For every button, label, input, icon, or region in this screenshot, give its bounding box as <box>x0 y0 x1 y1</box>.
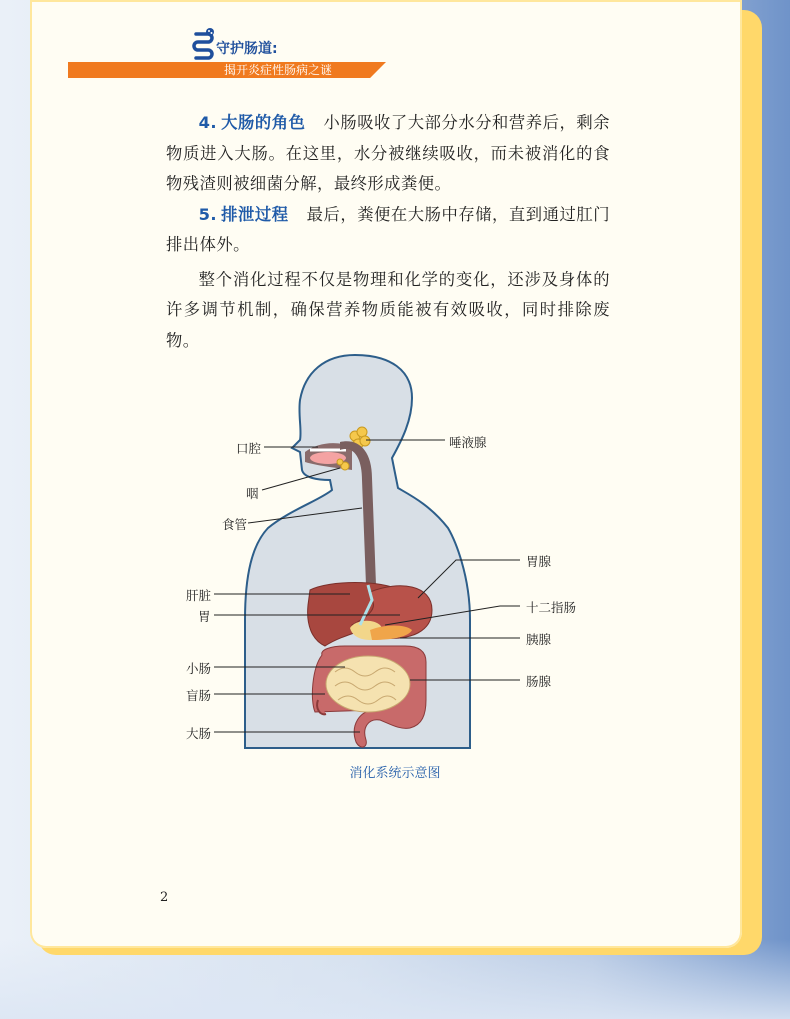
paragraph-large-intestine: 4. 大肠的角色 小肠吸收了大部分水分和营养后，剩余物质进入大肠。在这里，水分被继续吸收，而未被消化的食物残渣则被细菌分解，最终形成粪便。 <box>166 113 610 193</box>
paragraph-summary: 整个消化过程不仅是物理和化学的变化，还涉及身体的许多调节机制，确保营养物质能被有效吸收，同时排除废物。 <box>166 269 610 350</box>
page-number: 2 <box>160 890 169 905</box>
label-duodenum: 十二指肠 <box>526 600 577 615</box>
label-esophagus: 食管 <box>222 517 248 532</box>
label-liver: 肝脏 <box>186 588 212 603</box>
label-pharynx: 咽 <box>246 486 259 501</box>
label-gastric-gland: 胃腺 <box>526 554 552 569</box>
label-cecum: 盲肠 <box>186 688 212 703</box>
header-subtitle: 揭开炎症性肠病之谜 <box>224 63 333 77</box>
label-mouth: 口腔 <box>236 441 262 456</box>
paragraph-excretion: 5. 排泄过程 最后，粪便在大肠中存储，直到通过肛门排出体外。 <box>166 204 610 254</box>
label-pancreas: 胰腺 <box>526 632 552 647</box>
header-title: 守护肠道: <box>216 41 278 57</box>
paragraph-keyword: 5. 排泄过程 <box>198 204 289 224</box>
label-stomach: 胃 <box>198 609 211 624</box>
label-small-intestine: 小肠 <box>186 661 212 676</box>
label-large-intestine: 大肠 <box>186 726 212 741</box>
small-intestine <box>326 656 410 712</box>
label-salivary-gland: 唾液腺 <box>449 435 487 450</box>
paragraph-keyword: 4. 大肠的角色 <box>198 113 306 132</box>
label-intestinal-gland: 肠腺 <box>526 674 552 689</box>
figure-caption: 消化系统示意图 <box>349 766 441 781</box>
